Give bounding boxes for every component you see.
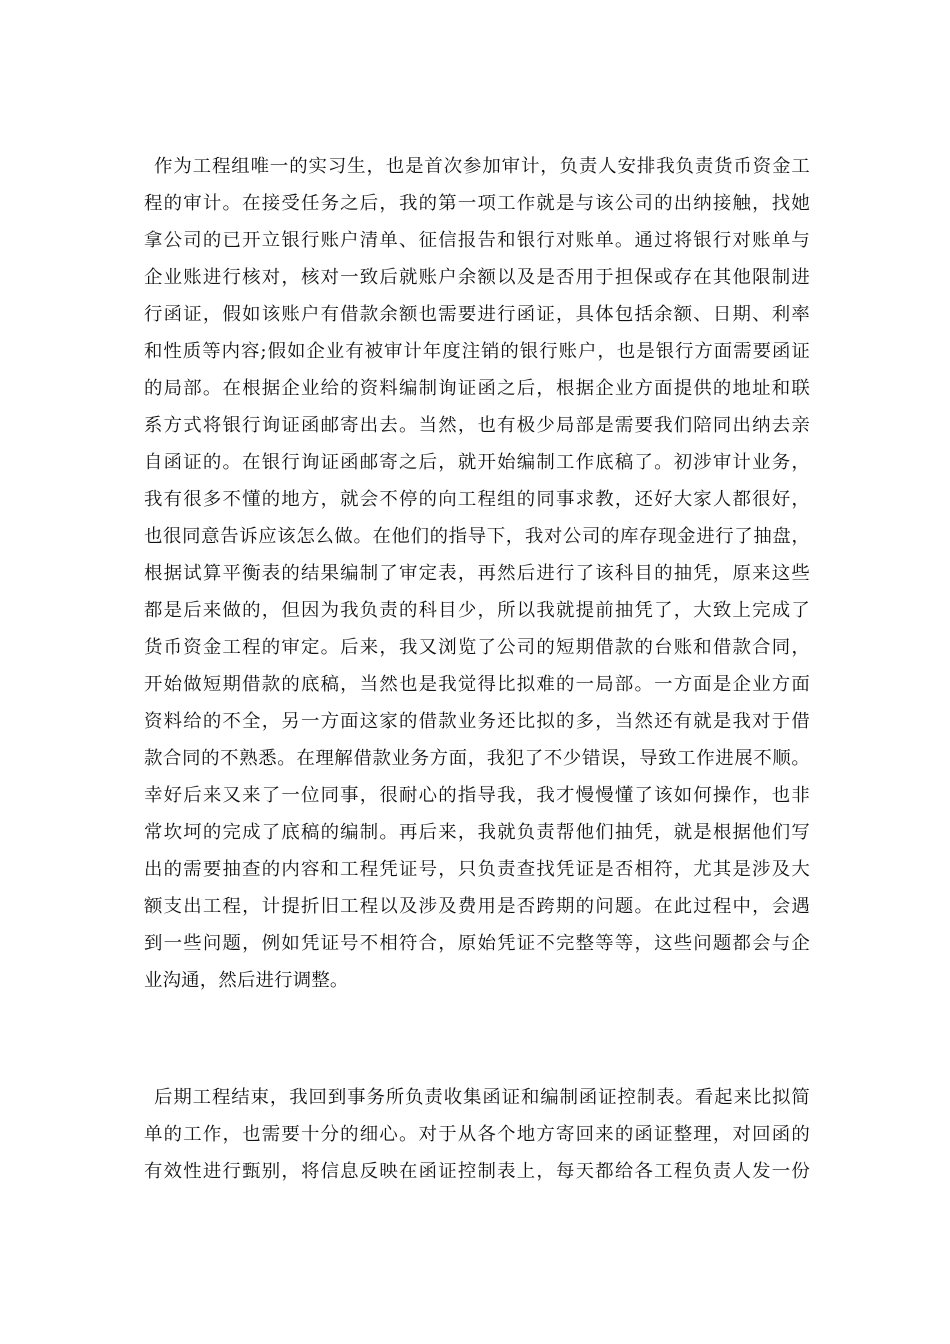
text-line: 开始做短期借款的底稿，当然也是我觉得比拟难的一局部。一方面是企业方面: [144, 674, 810, 695]
text-line: 根据试算平衡表的结果编制了审定表，再然后进行了该科目的抽凭，原来这些: [144, 563, 810, 584]
text-line: 出的需要抽查的内容和工程凭证号，只负责查找凭证是否相符，尤其是涉及大: [144, 859, 810, 880]
text-line: 幸好后来又来了一位同事，很耐心的指导我，我才慢慢懂了该如何操作，也非: [144, 785, 810, 806]
text-line: 和性质等内容;假如企业有被审计年度注销的银行账户，也是银行方面需要函证: [144, 341, 810, 362]
text-line: 常坎坷的完成了底稿的编制。再后来，我就负责帮他们抽凭，就是根据他们写: [144, 822, 810, 843]
text-line: 我有很多不懂的地方，就会不停的向工程组的同事求教，还好大家人都很好，: [144, 489, 810, 510]
text-line: 款合同的不熟悉。在理解借款业务方面，我犯了不少错误，导致工作进展不顺。: [144, 748, 810, 769]
text-line: 货币资金工程的审定。后来，我又浏览了公司的短期借款的台账和借款合同，: [144, 637, 810, 658]
text-line: 的局部。在根据企业给的资料编制询证函之后，根据企业方面提供的地址和联: [144, 378, 810, 399]
text-line: 系方式将银行询证函邮寄出去。当然，也有极少局部是需要我们陪同出纳去亲: [144, 415, 810, 436]
text-line: 企业账进行核对，核对一致后就账户余额以及是否用于担保或存在其他限制进: [144, 267, 810, 288]
text-line: 程的审计。在接受任务之后，我的第一项工作就是与该公司的出纳接触，找她: [144, 193, 810, 214]
text-line: 拿公司的已开立银行账户清单、征信报告和银行对账单。通过将银行对账单与: [144, 230, 810, 251]
text-line: 自函证的。在银行询证函邮寄之后，就开始编制工作底稿了。初涉审计业务，: [144, 452, 810, 473]
text-line: 也很同意告诉应该怎么做。在他们的指导下，我对公司的库存现金进行了抽盘，: [144, 526, 810, 547]
text-line: 后期工程结束，我回到事务所负责收集函证和编制函证控制表。看起来比拟简: [154, 1087, 810, 1108]
text-line: 业沟通，然后进行调整。: [144, 970, 349, 991]
text-line: 行函证，假如该账户有借款余额也需要进行函证，具体包括余额、日期、利率: [144, 304, 810, 325]
text-line: 资料给的不全，另一方面这家的借款业务还比拟的多，当然还有就是我对于借: [144, 711, 810, 732]
text-line: 单的工作，也需要十分的细心。对于从各个地方寄回来的函证整理，对回函的: [144, 1124, 810, 1145]
text-line: 到一些问题，例如凭证号不相符合，原始凭证不完整等等，这些问题都会与企: [144, 933, 810, 954]
text-line: 都是后来做的，但因为我负责的科目少，所以我就提前抽凭了，大致上完成了: [144, 600, 810, 621]
text-line: 有效性进行甄别，将信息反映在函证控制表上，每天都给各工程负责人发一份: [144, 1161, 810, 1182]
text-line: 作为工程组唯一的实习生，也是首次参加审计，负责人安排我负责货币资金工: [154, 156, 810, 177]
text-line: 额支出工程，计提折旧工程以及涉及费用是否跨期的问题。在此过程中，会遇: [144, 896, 810, 917]
